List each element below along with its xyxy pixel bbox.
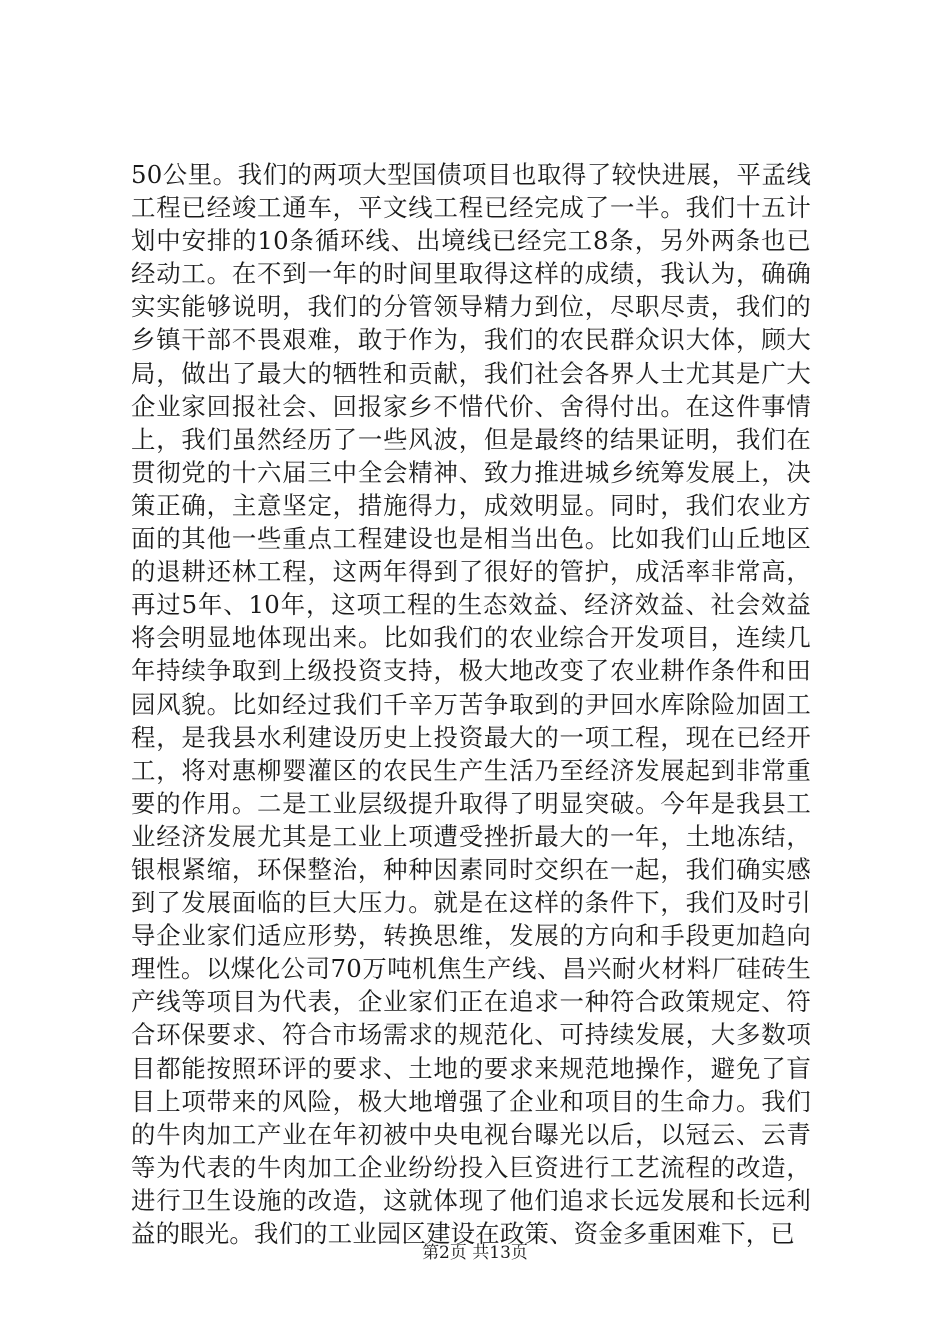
body-paragraph: 50公里。我们的两项大型国债项目也取得了较快进展，平孟线工程已经竣工通车，平文线工程已经完成了一半。我们十五计划中安排的10条循环线、出境线已经完工8条，另外两条也已经动工。在不到一年的时间里取得这样的成绩，我认为，确确实实能够说明，我们的分管领导精力到位，尽职尽责，我们的乡镇干部不畏艰难，敢于作为，我们的农民群众识大体，顾大局，做出了最大的牺牲和贡献，我们社会各界人士尤其是广大企业家回报社会、回报家乡不惜代价、舍得付出。在这件事情上，我们虽然经历了一些风波，但是最终的结果证明，我们在贯彻党的十六届三中全会精神、致力推进城乡统筹发展上，决策正确，主意坚定，措施得力，成效明显。同时，我们农业方面的其他一些重点工程建设也是相当出色。比如我们山丘地区的退耕还林工程，这两年得到了很好的管护，成活率非常高，再过5年、10年，这项工程的生态效益、经济效益、社会效益将会明显地体现出来。比如我们的农业综合开发项目，连续几年持续争取到上级投资支持，极大地改变了农业耕作条件和田园风貌。比如经过我们千辛万苦争取到的尹回水库除险加固工程，是我县水利建设历史上投资最大的一项工程，现在已经开工，将对惠柳婴灌区的农民生产生活乃至经济发展起到非常重要的作用。二是工业层级提升取得了明显突破。今年是我县工业经济发展尤其是工业上项遭受挫折最大的一年，土地冻结，银根紧缩，环保整治，种种因素同时交织在一起，我们确实感到了发展面临的巨大压力。就是在这样的条件下，我们及时引导企业家们适应形势，转换思维，发展的方向和手段更加趋向理性。以煤化公司70万吨机焦生产线、昌兴耐火材料厂硅砖生产线等项目为代表，企业家们正在追求一种符合政策规定、符合环保要求、符合市场需求的规范化、可持续发展，大多数项目都能按照环评的要求、土地的要求来规范地操作，避免了盲目上项带来的风险，极大地增强了企业和项目的生命力。我们的牛肉加工产业在年初被中央电视台曝光以后，以冠云、云青等为代表的牛肉加工企业纷纷投入巨资进行工艺流程的改造，进行卫生设施的改造，这就体现了他们追求长远发展和长远利益的眼光。我们的工业园区建设在政策、资金多重困难下，已 <box>131 160 811 1248</box>
page-footer: 第2页 共13页 <box>422 1243 528 1263</box>
